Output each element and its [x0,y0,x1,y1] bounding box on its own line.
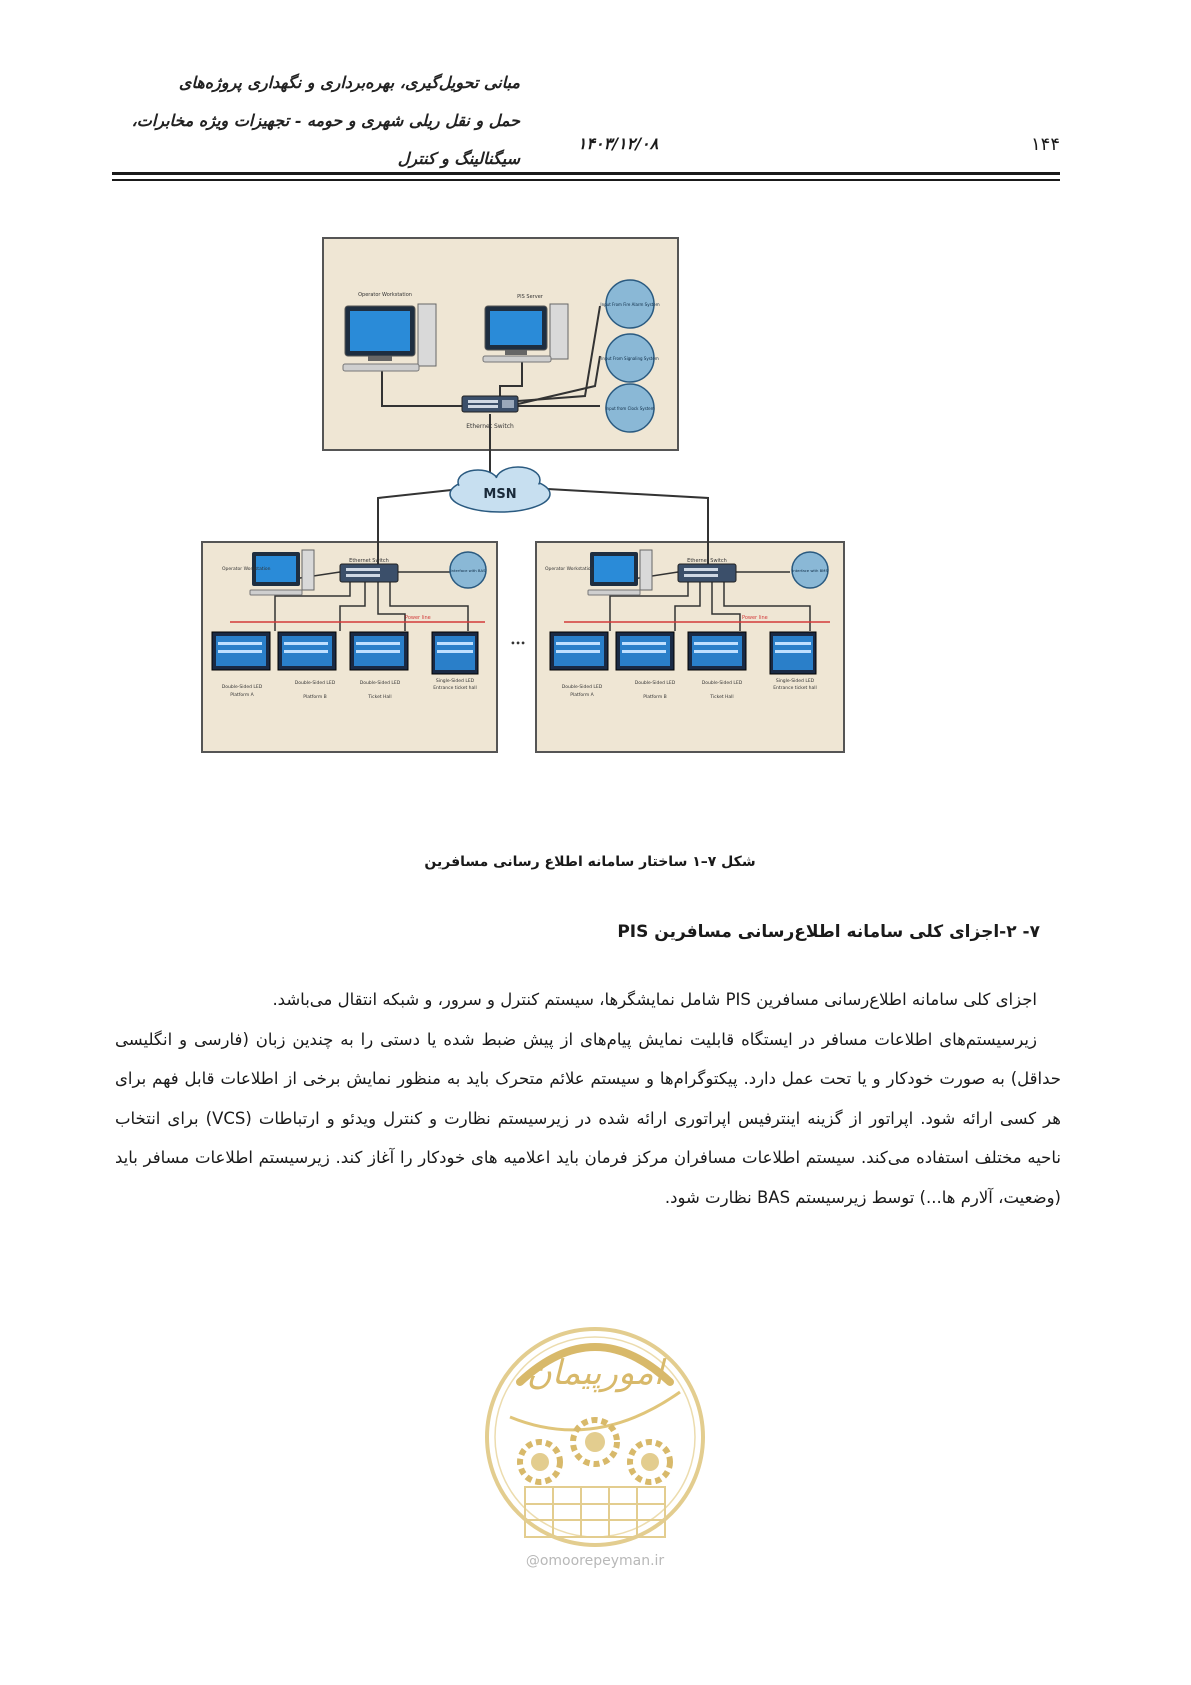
watermark-url: @omoorepeyman.ir [525,1553,665,1569]
paragraph: اجزای کلی سامانه اطلاع‌رسانی مسافرین PIS شامل نمایشگرها، سیستم کنترل و سرور، و شبکه انتقال می‌باشد. [272,990,1037,1009]
display-label: Entrance ticket hall [433,686,477,691]
book-title [120,64,520,178]
svg-text:Input From Fire Alarm System: Input From Fire Alarm System [600,302,660,307]
svg-text:Interface with BMS: Interface with BMS [792,568,828,573]
ethernet-switch-label: Ethernet Switch [349,558,389,564]
display-label: Entrance ticket hall [773,686,817,691]
grid-pattern [525,1487,665,1537]
display-label: Single-Sided LED [775,679,815,684]
display-label: Double-Sided LED [561,685,603,690]
svg-text:Input from Clock System: Input from Clock System [605,406,655,411]
display-label: Double-Sided LED [701,681,743,686]
svg-text:Input From Signaling System: Input From Signaling System [601,356,659,361]
display-label: Ticket Hall [368,695,392,700]
display-label: Platform B [643,695,667,700]
display-label: Double-Sided LED [359,681,401,686]
interface-bms [792,552,828,588]
pis-server-label: PIS Server [517,294,543,300]
display-label: Platform B [303,695,327,700]
led-display [278,632,336,670]
led-display [616,632,674,670]
watermark-logo [480,1322,710,1622]
pis-architecture-diagram [200,236,920,826]
book-title-line: مبانی تحویل‌گیری، بهره‌برداری و نگهداری پروژه‌های [178,73,520,92]
led-display [550,632,608,670]
msn-label: MSN [483,487,517,502]
input-clock [605,384,654,432]
more-stations-ellipsis: ••• [510,639,526,648]
gear-icon [573,1420,617,1464]
gear-icon [630,1442,670,1482]
ethernet-switch-label: Ethernet Switch [687,558,727,564]
ethernet-switch-icon [340,564,398,582]
book-title-line: حمل و نقل ریلی شهری و حومه - تجهیزات ویژه مخابرات، [131,111,520,130]
gear-icon [520,1442,560,1482]
page-number: ۱۴۴ [1030,134,1060,155]
led-display [212,632,270,670]
display-label: Ticket Hall [710,695,734,700]
msn-cloud [450,467,550,512]
led-display [688,632,746,670]
power-line-label: Power line [405,615,431,621]
ethernet-switch-label: Ethernet Switch [466,423,514,430]
paragraph: زیرسیستم‌های اطلاعات مسافر در ایستگاه قابلیت نمایش پیام‌های از پیش ضبط شده یا دستی را به چندین زبان (فارسی و انگلیسی حداقل) به صورت خودکار و یا تحت عمل دارد. پیکتوگرام‌ها و سیستم علائم متحرک باید به منظور نمایش برخی از اطلاعات قابل فهم برای هر کسی ارائه شود. اپراتور از گزینه اینترفیس اپراتوری ارائه شده در زیرسیستم نظارت و کنترل ویدئو و ارتباطات (VCS) برای انتخاب ناحیه مختلف استفاده می‌کند. سیستم اطلاعات مسافران مرکز فرمان باید اعلامیه های خودکار را آغاز کند. زیرسیستم اطلاعات مسافر باید (وضعیت، آلارم ها...) توسط زیرسیستم BAS نظارت شود. [115,1029,1061,1207]
header-date: ۱۴۰۳/۱۲/۰۸ [577,134,659,153]
header-rule [112,179,1060,181]
led-display [432,632,478,674]
body-text [115,980,1061,1217]
ethernet-switch-icon [462,396,518,412]
display-label: Double-Sided LED [294,681,336,686]
display-label: Double-Sided LED [634,681,676,686]
display-label: Platform A [230,693,254,698]
header-rule [112,172,1060,175]
power-line-label: Power line [742,615,768,621]
led-display [770,632,816,674]
section-heading: ۷- ۲-اجزای کلی سامانه اطلاع‌رسانی مسافرین PIS [617,922,1040,942]
interface-bas [450,552,486,588]
operator-workstation-label: Operator Workstation [358,292,412,298]
led-display [350,632,408,670]
display-label: Platform A [570,693,594,698]
svg-text:Interface with BAS: Interface with BAS [450,568,486,573]
watermark-logo-text: امورپیمان [526,1353,664,1393]
figure-caption: شکل ۷–۱ ساختار سامانه اطلاع رسانی مسافرین [424,854,756,870]
display-label: Double-Sided LED [221,685,263,690]
ethernet-switch-icon [678,564,736,582]
display-label: Single-Sided LED [435,679,475,684]
operator-workstation-label: Operator Workstation [222,567,271,572]
book-title-line: سیگنالینگ و کنترل [397,149,520,168]
operator-workstation-label: Operator Workstation [545,567,594,572]
